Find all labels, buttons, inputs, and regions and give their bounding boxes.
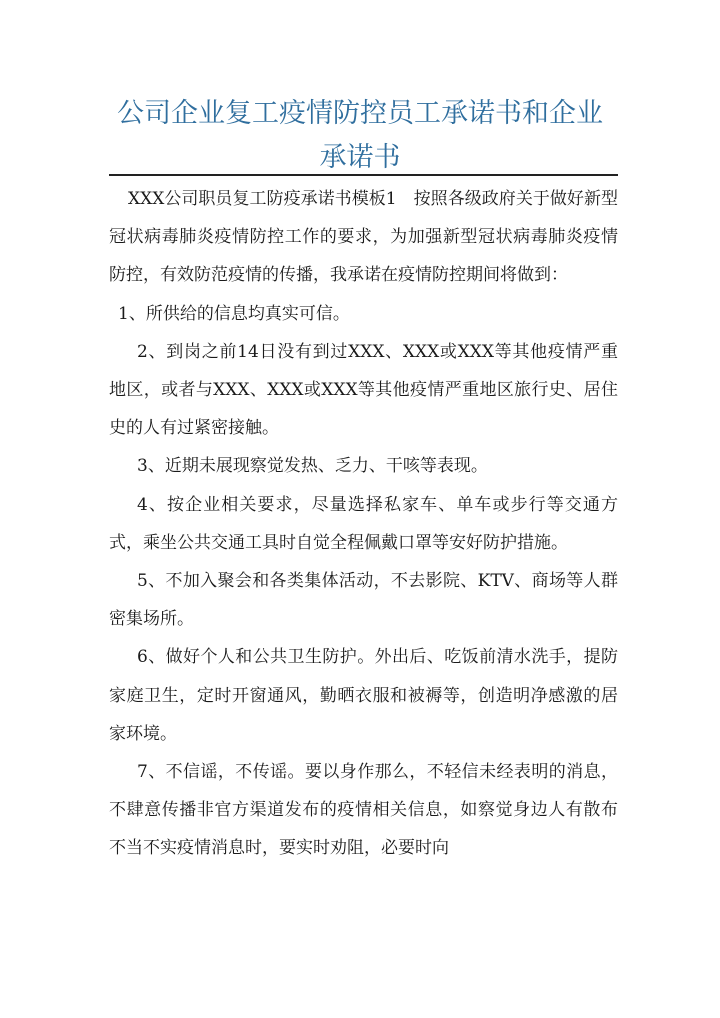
title-divider bbox=[109, 174, 618, 176]
document-title bbox=[90, 92, 630, 180]
list-item-2: 2、到岗之前14日没有到过XXX、XXX或XXX等其他疫情严重地区，或者与XXX、XXX或XXX等其他疫情严重地区旅行史、居住史的人有过紧密接触。 bbox=[109, 341, 618, 439]
list-item-3: 3、近期未展现察觉发热、乏力、干咳等表现。 bbox=[137, 456, 488, 477]
list-item-5: 5、不加入聚会和各类集体活动，不去影院、KTV、商场等人群密集场所。 bbox=[109, 571, 618, 630]
title-line-2: 承诺书 bbox=[319, 142, 401, 173]
list-item-4: 4、按企业相关要求，尽量选择私家车、单车或步行等交通方式，乘坐公共交通工具时自觉全程佩戴口罩等安好防护措施。 bbox=[109, 494, 618, 553]
list-item-7: 7、不信谣，不传谣。要以身作那么，不轻信未经表明的消息，不肆意传播非官方渠道发布的疫情相关信息，如察觉身边人有散布不当不实疫情消息时，要实时劝阻，必要时向 bbox=[109, 762, 618, 859]
list-item-1: 1、所供给的信息均真实可信。 bbox=[118, 303, 350, 324]
list-item-6: 6、做好个人和公共卫生防护。外出后、吃饭前清水洗手，提防家庭卫生，定时开窗通风，勤晒衣服和被褥等，创造明净感激的居家环境。 bbox=[109, 647, 618, 744]
intro-paragraph: XXX公司职员复工防疫承诺书模板1 按照各级政府关于做好新型冠状病毒肺炎疫情防控工作的要求，为加强新型冠状病毒肺炎疫情防控，有效防范疫情的传播，我承诺在疫情防控期间将做到： bbox=[109, 189, 618, 286]
title-line-1: 公司企业复工疫情防控员工承诺书和企业 bbox=[117, 98, 603, 129]
document-body bbox=[109, 180, 618, 868]
